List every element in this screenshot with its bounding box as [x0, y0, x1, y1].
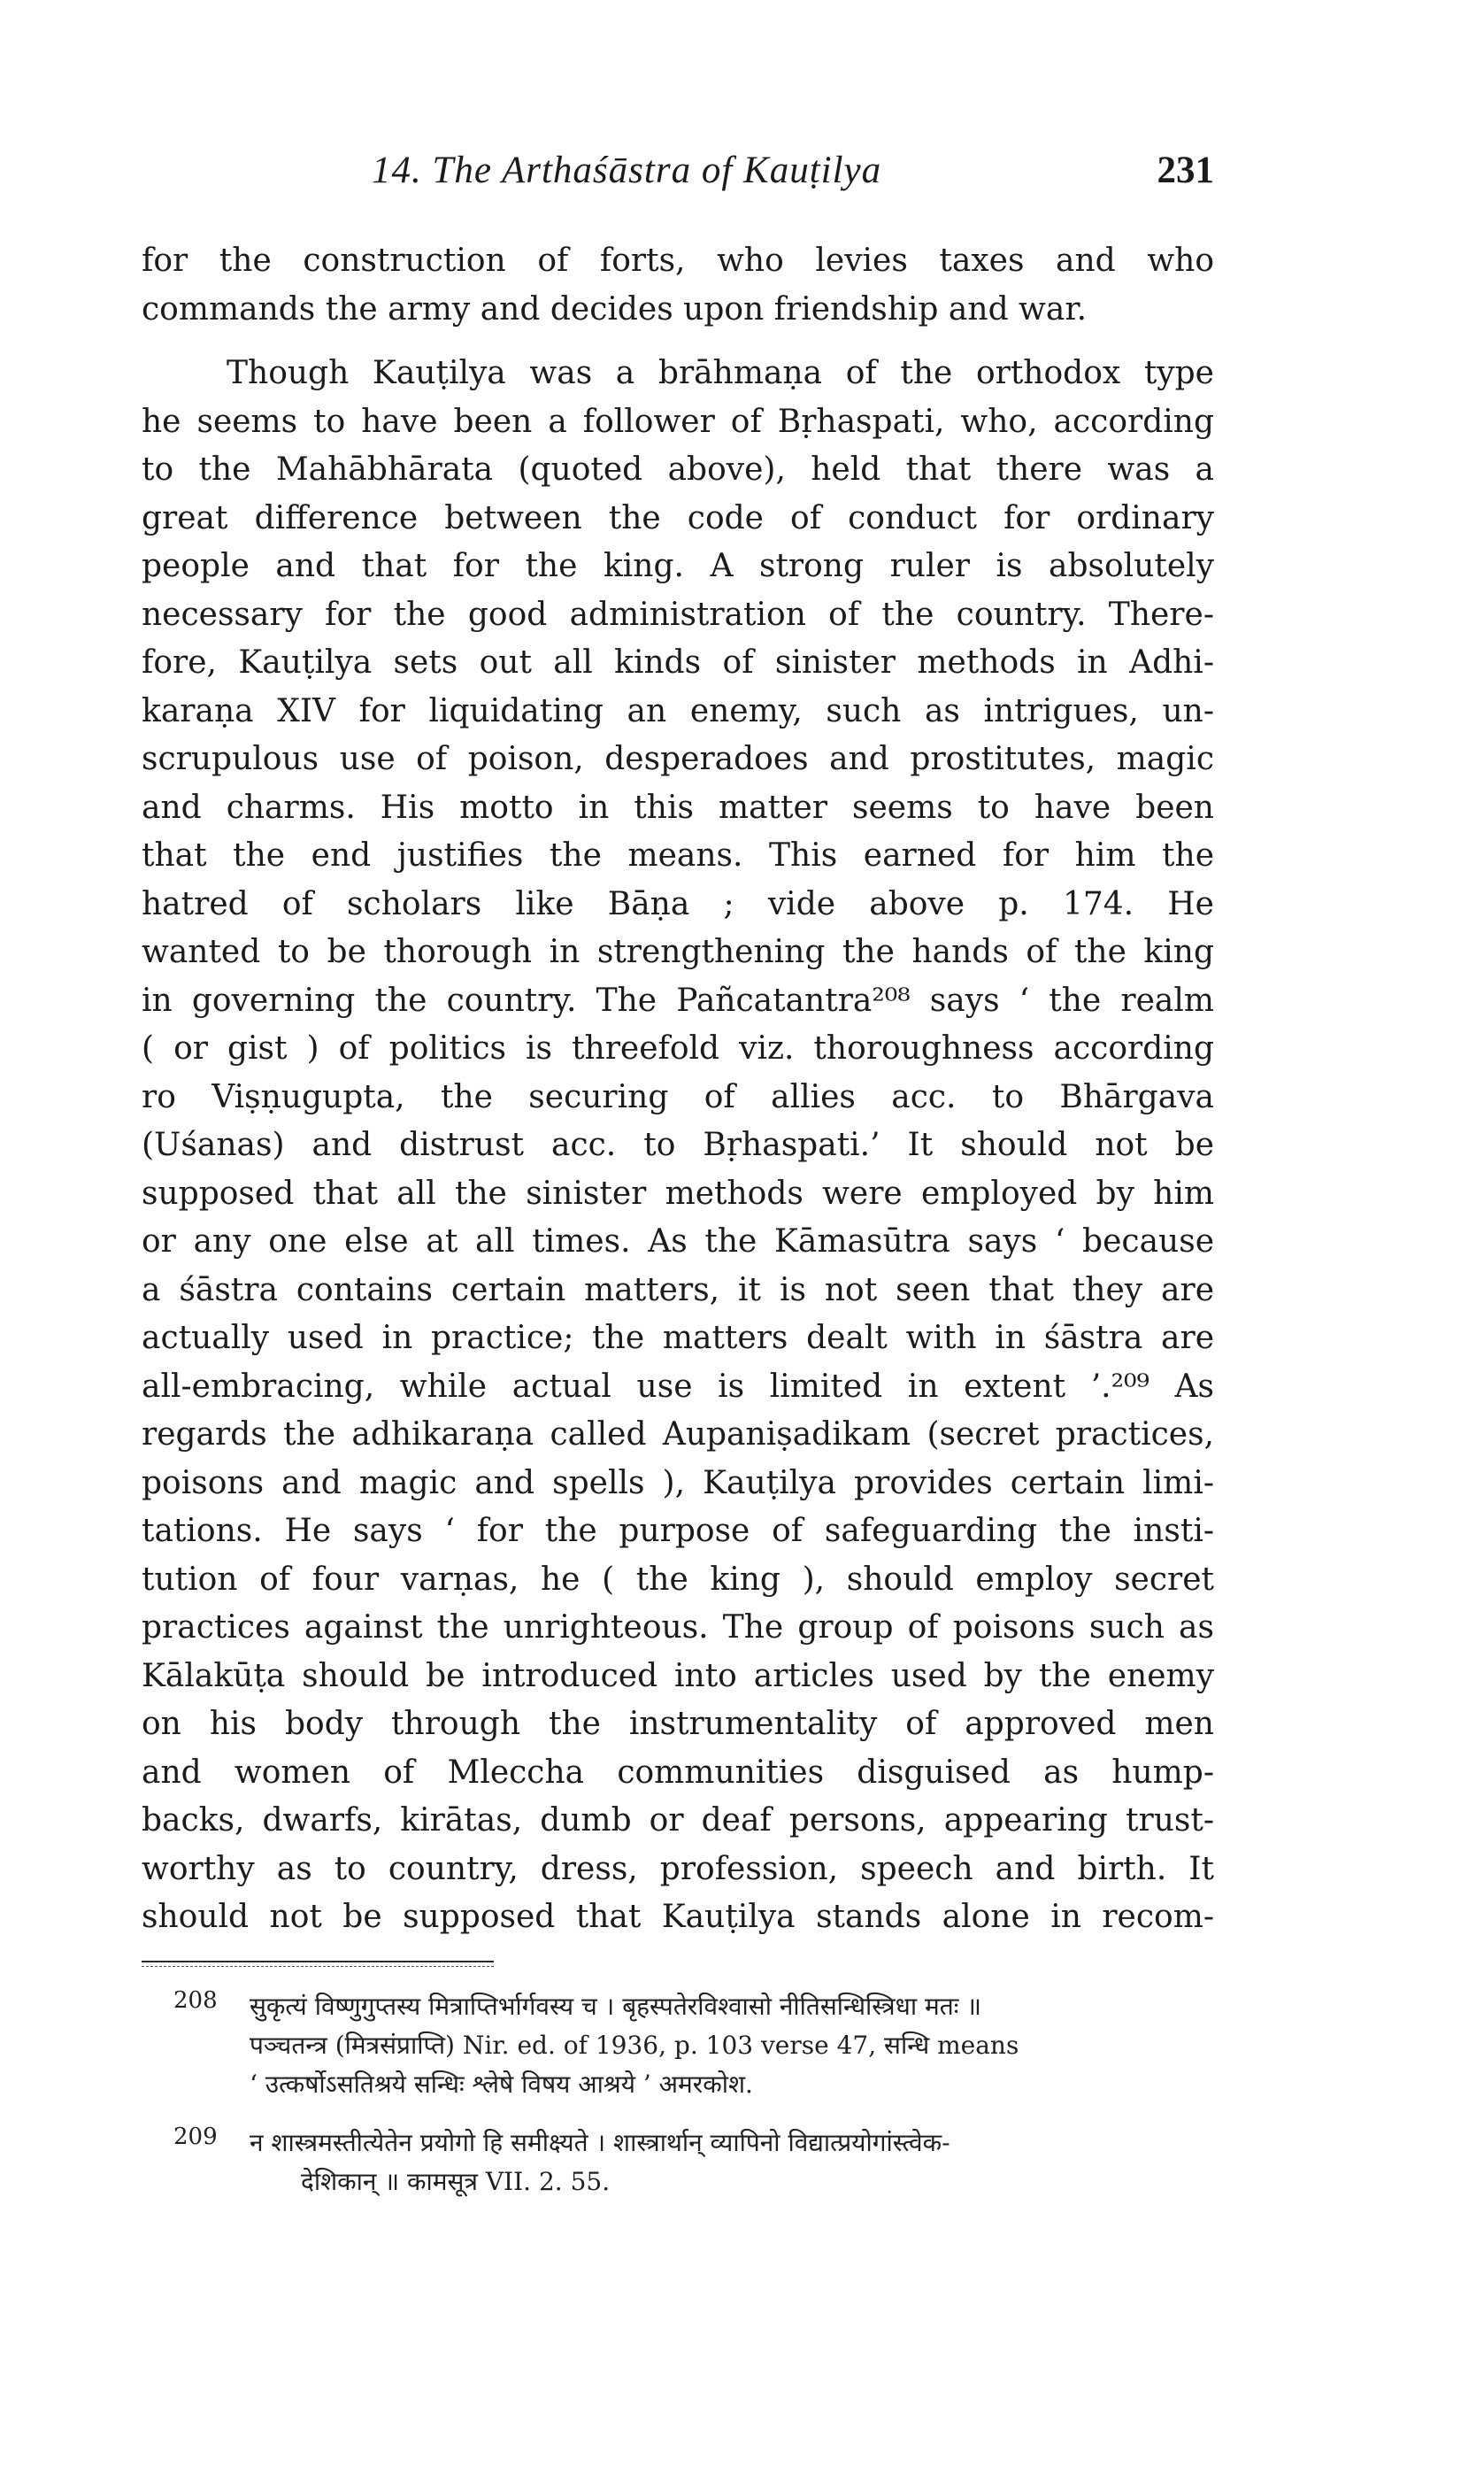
text-line: on his body through the instrumentality of approved men	[142, 1706, 1214, 1742]
footnote-line: पञ्चतन्त्र (मित्रसंप्राप्ति) Nir. ed. of 1936, p. 103 verse 47, सन्धि means	[250, 2031, 1019, 2060]
text-line: worthy as to country, dress, profession, speech and birth. It	[142, 1850, 1214, 1887]
footnotes	[173, 1987, 1214, 2221]
text-line: Though Kauṭilya was a brāhmaṇa of the orthodox type	[227, 355, 1214, 391]
footnote-rule	[142, 1961, 494, 1962]
text-line: actually used in practice; the matters dealt with in śāstra are	[142, 1320, 1214, 1356]
text-line: regards the adhikaraṇa called Aupaniṣadikam (secret practices,	[142, 1416, 1214, 1453]
text-line: ( or gist ) of politics is threefold viz. thoroughness according	[142, 1030, 1214, 1067]
text-line: in governing the country. The Pañcatantra²⁰⁸ says ‘ the realm	[142, 982, 1214, 1019]
text-line: wanted to be thorough in strengthening the hands of the king	[142, 934, 1214, 970]
text-line: he seems to have been a follower of Bṛhaspati, who, according	[142, 403, 1214, 440]
text-line: poisons and magic and spells ), Kauṭilya provides certain limi-	[142, 1464, 1214, 1501]
text-line: or any one else at all times. As the Kāmasūtra says ‘ because	[142, 1223, 1214, 1260]
text-line: to the Mahābhārata (quoted above), held that there was a	[142, 451, 1214, 488]
text-line: tution of four varṇas, he ( the king ), should employ secret	[142, 1561, 1214, 1598]
footnote-number: 208	[173, 1987, 218, 2014]
text-line: all-embracing, while actual use is limited in extent ’.²⁰⁹ As	[142, 1368, 1214, 1405]
text-line: Kālakūṭa should be introduced into articles used by the enemy	[142, 1657, 1214, 1694]
text-line: commands the army and decides upon friendship and war.	[142, 290, 1088, 328]
body-text	[142, 237, 1214, 1942]
text-line: tations. He says ‘ for the purpose of safeguarding the insti-	[142, 1513, 1214, 1549]
page-number: 231	[1157, 150, 1214, 191]
page-header	[143, 149, 1214, 205]
paragraph-1	[142, 237, 1214, 334]
footnote-line: सुकृत्यं विष्णुगुप्तस्य मित्राप्तिर्भार्गवस्य च । बृहस्पतेरविश्वासो नीतिसन्धिस्त्रिधा मतः ॥	[250, 1992, 982, 2021]
footnote-208	[173, 1987, 1214, 2104]
text-line: fore, Kauṭilya sets out all kinds of sinister methods in Adhi-	[142, 644, 1214, 681]
running-title: 14. The Arthaśāstra of Kauṭilya	[372, 150, 882, 191]
text-line: karaṇa XIV for liquidating an enemy, such as intrigues, un-	[142, 692, 1214, 729]
text-line: ro Viṣṇugupta, the securing of allies acc. to Bhārgava	[142, 1078, 1214, 1115]
footnote-line: देशिकान् ॥ कामसूत्र VII. 2. 55.	[301, 2167, 611, 2196]
paragraph-2	[142, 350, 1214, 1942]
text-line: should not be supposed that Kauṭilya stands alone in recom-	[142, 1899, 1214, 1935]
text-line: a śāstra contains certain matters, it is not seen that they are	[142, 1271, 1214, 1308]
text-line: that the end justifies the means. This earned for him the	[142, 837, 1214, 874]
text-line: and women of Mleccha communities disguised as hump-	[142, 1754, 1214, 1791]
footnote-209	[173, 2124, 1214, 2201]
text-line: supposed that all the sinister methods were employed by him	[142, 1175, 1214, 1212]
footnote-number: 209	[173, 2124, 218, 2150]
text-line: scrupulous use of poison, desperadoes and prostitutes, magic	[142, 741, 1214, 777]
text-line: great difference between the code of conduct for ordinary	[142, 499, 1214, 536]
footnote-line: ‘ उत्कर्षोऽसतिश्रये सन्धिः श्लेषे विषय आश्रये ’ अमरकोश.	[250, 2070, 753, 2099]
text-line: and charms. His motto in this matter seems to have been	[142, 789, 1214, 826]
text-line: for the construction of forts, who levies taxes and who	[142, 243, 1214, 279]
text-line: practices against the unrighteous. The group of poisons such as	[142, 1609, 1214, 1646]
footnote-line: न शास्त्रमस्तीत्येतेन प्रयोगो हि समीक्ष्यते । शास्त्रार्थान् व्यापिनो विद्यात्प्रयोगांस्त्वेक-	[250, 2128, 950, 2157]
text-line: hatred of scholars like Bāṇa ; vide above p. 174. He	[142, 885, 1214, 922]
text-line: necessary for the good administration of the country. There-	[142, 596, 1214, 633]
text-line: (Uśanas) and distrust acc. to Bṛhaspati.’ It should not be	[142, 1127, 1214, 1163]
text-line: backs, dwarfs, kirātas, dumb or deaf persons, appearing trust-	[142, 1802, 1214, 1839]
text-line: people and that for the king. A strong ruler is absolutely	[142, 548, 1214, 584]
footnote-rule-dashed	[142, 1966, 494, 1967]
